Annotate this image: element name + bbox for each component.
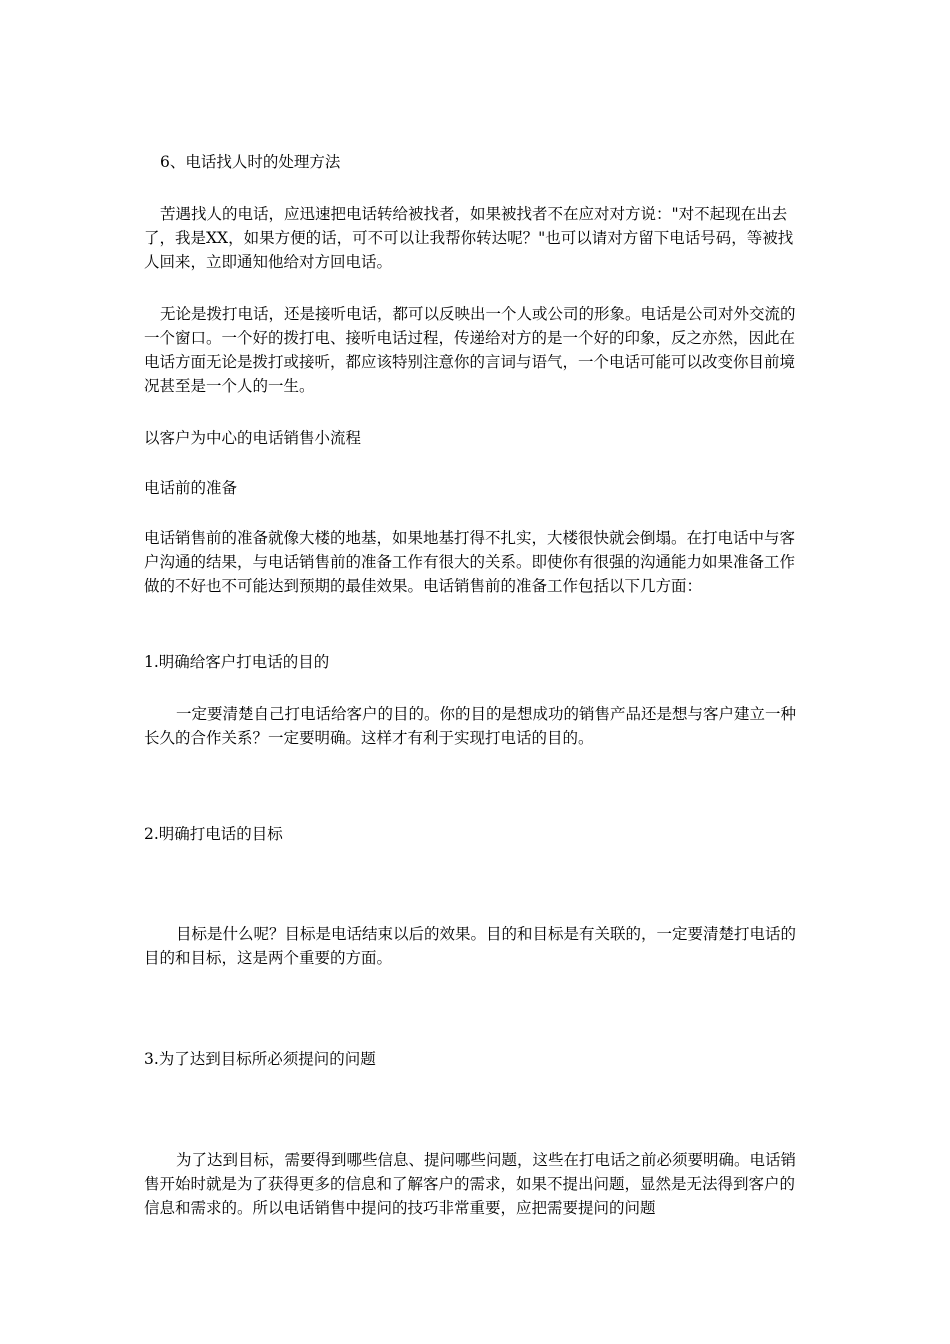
section-heading: 以客户为中心的电话销售小流程 [144,429,362,447]
section-heading: 6、电话找人时的处理方法 [160,153,341,171]
section-heading: 2.明确打电话的目标 [144,825,283,843]
body-paragraph: 电话销售前的准备就像大楼的地基，如果地基打得不扎实，大楼很快就会倒塌。在打电话中与客户沟通的结果，与电话销售前的准备工作有很大的关系。即使你有很强的沟通能力如果准备工作做的不好也不可能达到预期的最佳效果。电话销售前的准备工作包括以下几方面： [144,529,796,595]
section-heading: 电话前的准备 [144,479,238,497]
body-paragraph: 无论是拨打电话，还是接听电话，都可以反映出一个人或公司的形象。电话是公司对外交流的一个窗口。一个好的拨打电、接听电话过程，传递给对方的是一个好的印象，反之亦然，因此在电话方面无论是拨打或接听，都应该特别注意你的言词与语气，一个电话可能可以改变你目前境况甚至是一个人的一生。 [144,305,796,395]
body-paragraph: 一定要清楚自己打电话给客户的目的。你的目的是想成功的销售产品还是想与客户建立一种长久的合作关系？一定要明确。这样才有利于实现打电话的目的。 [144,705,797,747]
section-heading: 3.为了达到目标所必须提问的问题 [144,1050,376,1068]
body-paragraph: 目标是什么呢？目标是电话结束以后的效果。目的和目标是有关联的，一定要清楚打电话的目的和目标，这是两个重要的方面。 [144,925,797,967]
section-heading: 1.明确给客户打电话的目的 [144,653,330,671]
body-paragraph: 苦遇找人的电话，应迅速把电话转给被找者，如果被找者不在应对对方说："对不起现在出去了，我是XX，如果方便的话，可不可以让我帮你转达呢？"也可以请对方留下电话号码，等被找人回来，立即通知他给对方回电话。 [144,205,794,271]
body-paragraph: 为了达到目标，需要得到哪些信息、提问哪些问题，这些在打电话之前必须要明确。电话销售开始时就是为了获得更多的信息和了解客户的需求，如果不提出问题，显然是无法得到客户的信息和需求的。所以电话销售中提问的技巧非常重要，应把需要提问的问题 [144,1151,797,1217]
